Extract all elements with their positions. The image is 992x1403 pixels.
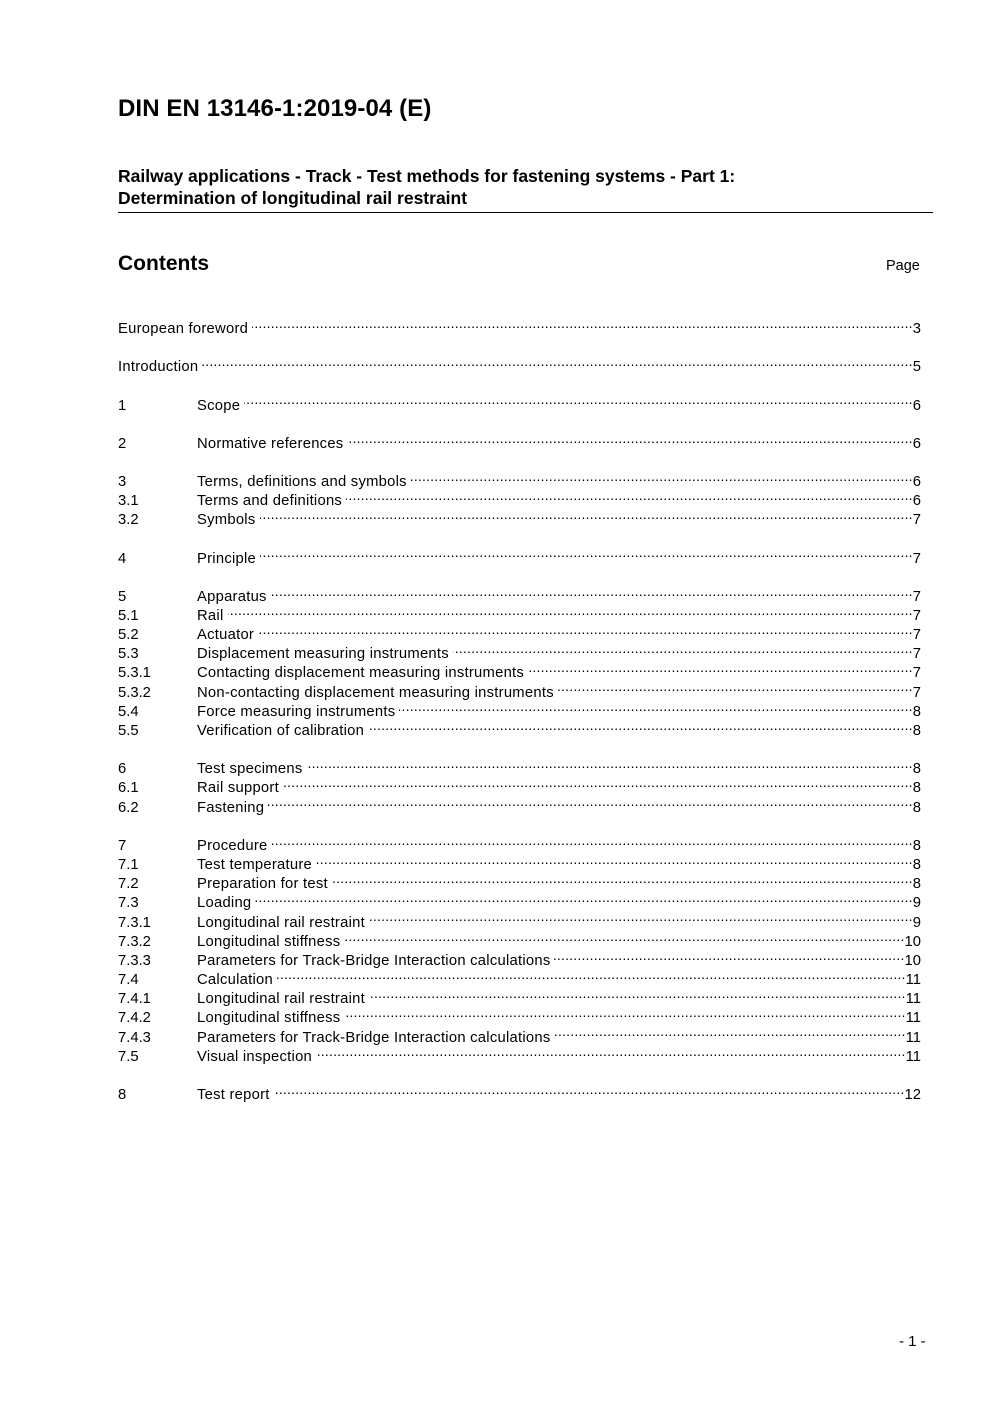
document-title [118,165,933,213]
toc-entry-title: Longitudinal rail restraint [197,914,365,931]
toc-entry-6-1[interactable] [118,773,921,797]
toc-entry-number: 7.3.2 [118,933,151,950]
toc-entry-6[interactable] [118,754,921,778]
toc-entry-title: Rail [197,607,224,624]
toc-leader-dots [316,850,913,869]
toc-entry-7-2[interactable] [118,869,921,893]
toc-entry-number: 7.3.3 [118,952,151,969]
toc-entry-7-4-2[interactable] [118,1003,921,1027]
toc-entry-title: Test temperature [197,856,313,873]
toc-entry-6-2[interactable] [118,792,921,816]
toc-entry-page: 9 [912,895,921,912]
toc-leader-dots [202,352,912,371]
toc-entry-number: 5.3.1 [118,665,151,682]
toc-entry-title: Terms, definitions and symbols [197,473,407,490]
toc-entry-3-1[interactable] [118,486,921,510]
toc-leader-dots [346,486,913,505]
toc-leader-dots [252,314,913,333]
toc-entry-title: Introduction [118,359,199,376]
toc-entry-title: Calculation [197,972,273,989]
toc-entry-page: 10 [904,952,921,969]
toc-leader-dots [306,754,912,773]
toc-entry-title: Visual inspection [197,1048,313,1065]
toc-entry-page: 8 [912,780,921,797]
toc-entry-title: Principle [197,550,256,567]
document-id: DIN EN 13146-1:2019-04 (E) [118,95,432,122]
toc-entry-number: 5.4 [118,703,139,720]
toc-entry-number: 7.4.1 [118,991,151,1008]
toc-entry-page: 6 [912,493,921,510]
toc-entry-7-3-3[interactable] [118,946,921,969]
toc-leader-dots [272,831,913,850]
toc-entry-number: 7.5 [118,1048,139,1065]
toc-entry-number: 1 [118,397,127,414]
toc-entry-5[interactable] [118,582,921,605]
toc-entry-number: 5.3 [118,646,139,663]
toc-entry-number: 7.3 [118,895,139,912]
toc-entry-3-2[interactable] [118,505,921,529]
toc-entry-title: Procedure [197,837,268,854]
toc-entry-page: 3 [912,321,921,338]
toc-entry-page: 7 [912,512,921,529]
toc-leader-dots [260,543,913,562]
toc-entry-title: Test report [197,1087,270,1103]
toc-entry-page: 8 [912,761,921,778]
toc-entry-page: 8 [912,837,921,854]
table-of-contents [118,314,921,1103]
toc-entry-7-4-3[interactable] [118,1022,921,1046]
toc-leader-dots [369,984,906,1003]
toc-entry-7-3[interactable] [118,888,921,912]
toc-entry-title: Scope [197,397,241,414]
toc-entry-7-5[interactable] [118,1042,921,1065]
toc-entry-title: Parameters for Track-Bridge Interaction calculations [197,952,551,969]
toc-entry-number: 8 [118,1087,127,1103]
toc-entry-title: Test specimens [197,761,303,778]
document-title-line-1: Railway applications - Track - Test methods for fastening systems - Part 1: [118,166,736,186]
toc-entry-page: 7 [912,588,921,605]
toc-leader-dots [368,716,913,735]
toc-leader-dots [453,639,913,658]
toc-entry-page: 8 [912,703,921,720]
toc-entry-title: Longitudinal stiffness [197,1010,341,1027]
toc-entry-number: 5 [118,588,127,605]
toc-entry-page: 6 [912,435,921,452]
page-number: - 1 - [899,1333,926,1350]
toc-entry-number: 7.4 [118,972,139,989]
toc-leader-dots [283,773,913,792]
toc-entry-number: 5.5 [118,723,139,739]
toc-entry-number: 2 [118,435,127,452]
toc-entry-page: 9 [912,914,921,931]
toc-entry-7-3-1[interactable] [118,907,921,931]
toc-entry-8[interactable] [118,1080,921,1103]
toc-entry-title: Actuator [197,627,255,644]
toc-entry-7-3-2[interactable] [118,927,921,950]
toc-entry-page: 8 [912,723,921,739]
toc-entry-page: 7 [912,550,921,567]
toc-entry-number: 6.2 [118,799,139,816]
toc-leader-dots [554,1022,905,1041]
toc-leader-dots [274,1080,905,1099]
toc-entry-page: 11 [905,1010,921,1027]
toc-entry-5-1[interactable] [118,601,921,624]
toc-entry-7[interactable] [118,831,921,854]
toc-leader-dots [260,505,913,524]
toc-entry-5-3-1[interactable] [118,658,921,682]
toc-entry-page: 7 [912,684,921,701]
toc-leader-dots [344,927,904,946]
toc-entry-5-5[interactable] [118,716,921,739]
toc-entry-european-foreword[interactable] [118,314,921,338]
toc-entry-number: 3.2 [118,512,139,529]
toc-entry-page: 6 [912,473,921,490]
toc-entry-page: 7 [912,665,921,682]
toc-entry-4[interactable] [118,543,921,567]
toc-leader-dots [528,658,913,677]
toc-leader-dots [255,888,912,907]
toc-entry-page: 8 [912,856,921,873]
toc-leader-dots [558,677,913,696]
toc-entry-page: 8 [912,876,921,893]
toc-entry-title: Non-contacting displacement measuring instruments [197,684,554,701]
toc-entry-1[interactable] [118,390,921,414]
toc-entry-7-4-1[interactable] [118,984,921,1008]
toc-entry-title: Loading [197,895,252,912]
toc-entry-number: 3.1 [118,493,139,510]
page-column-label: Page [886,258,920,274]
toc-entry-number: 7.1 [118,856,139,873]
toc-entry-number: 7.3.1 [118,914,151,931]
toc-leader-dots [271,582,913,601]
contents-heading: Contents [118,252,209,275]
toc-entry-title: Terms and definitions [197,493,343,510]
toc-leader-dots [369,907,913,926]
toc-entry-number: 6.1 [118,780,139,797]
toc-entry-title: Force measuring instruments [197,703,396,720]
toc-entry-page: 11 [905,972,921,989]
toc-entry-title: Longitudinal rail restraint [197,991,365,1008]
toc-entry-number: 7.2 [118,876,139,893]
toc-entry-title: Apparatus [197,588,267,605]
toc-entry-title: Rail support [197,780,279,797]
toc-entry-introduction[interactable] [118,352,921,376]
toc-entry-page: 11 [905,1048,921,1065]
toc-entry-number: 3 [118,473,127,490]
toc-entry-7-1[interactable] [118,850,921,873]
toc-entry-number: 7.4.2 [118,1010,151,1027]
toc-leader-dots [228,601,913,620]
toc-leader-dots [244,390,913,409]
toc-leader-dots [316,1042,906,1061]
toc-leader-dots [554,946,904,965]
toc-leader-dots [332,869,913,888]
toc-entry-title: Contacting displacement measuring instruments [197,665,525,682]
toc-entry-number: 7.4.3 [118,1029,151,1046]
toc-leader-dots [268,792,913,811]
toc-entry-title: Verification of calibration [197,723,365,739]
toc-entry-5-3-2[interactable] [118,677,921,701]
toc-entry-page: 12 [904,1087,921,1103]
toc-entry-number: 6 [118,761,127,778]
toc-entry-page: 6 [912,397,921,414]
toc-entry-number: 7 [118,837,127,854]
toc-leader-dots [399,697,912,716]
toc-entry-page: 11 [905,991,921,1008]
toc-entry-title: Normative references [197,435,344,452]
toc-entry-2[interactable] [118,429,921,452]
toc-entry-5-2[interactable] [118,620,921,644]
toc-entry-title: European foreword [118,321,249,338]
toc-entry-page: 8 [912,799,921,816]
toc-entry-page: 11 [905,1029,921,1046]
toc-entry-page: 7 [912,646,921,663]
toc-entry-7-4[interactable] [118,965,921,989]
document-title-line-2: Determination of longitudinal rail restraint [118,188,468,208]
toc-entry-title: Fastening [197,799,265,816]
toc-entry-title: Longitudinal stiffness [197,933,341,950]
toc-entry-title: Symbols [197,512,256,529]
toc-entry-title: Displacement measuring instruments [197,646,449,663]
toc-entry-page: 10 [904,933,921,950]
toc-leader-dots [411,467,913,486]
toc-entry-page: 7 [912,627,921,644]
toc-leader-dots [277,965,906,984]
toc-entry-number: 5.3.2 [118,684,151,701]
toc-leader-dots [258,620,913,639]
toc-entry-number: 5.1 [118,607,139,624]
toc-entry-title: Preparation for test [197,876,328,893]
toc-entry-page: 7 [912,607,921,624]
toc-entry-3[interactable] [118,467,921,490]
toc-entry-number: 4 [118,550,127,567]
toc-entry-page: 5 [912,359,921,376]
toc-entry-5-3[interactable] [118,639,921,663]
toc-leader-dots [347,429,912,448]
toc-entry-5-4[interactable] [118,697,921,720]
toc-entry-number: 5.2 [118,627,139,644]
toc-leader-dots [344,1003,905,1022]
toc-entry-title: Parameters for Track-Bridge Interaction calculations [197,1029,551,1046]
